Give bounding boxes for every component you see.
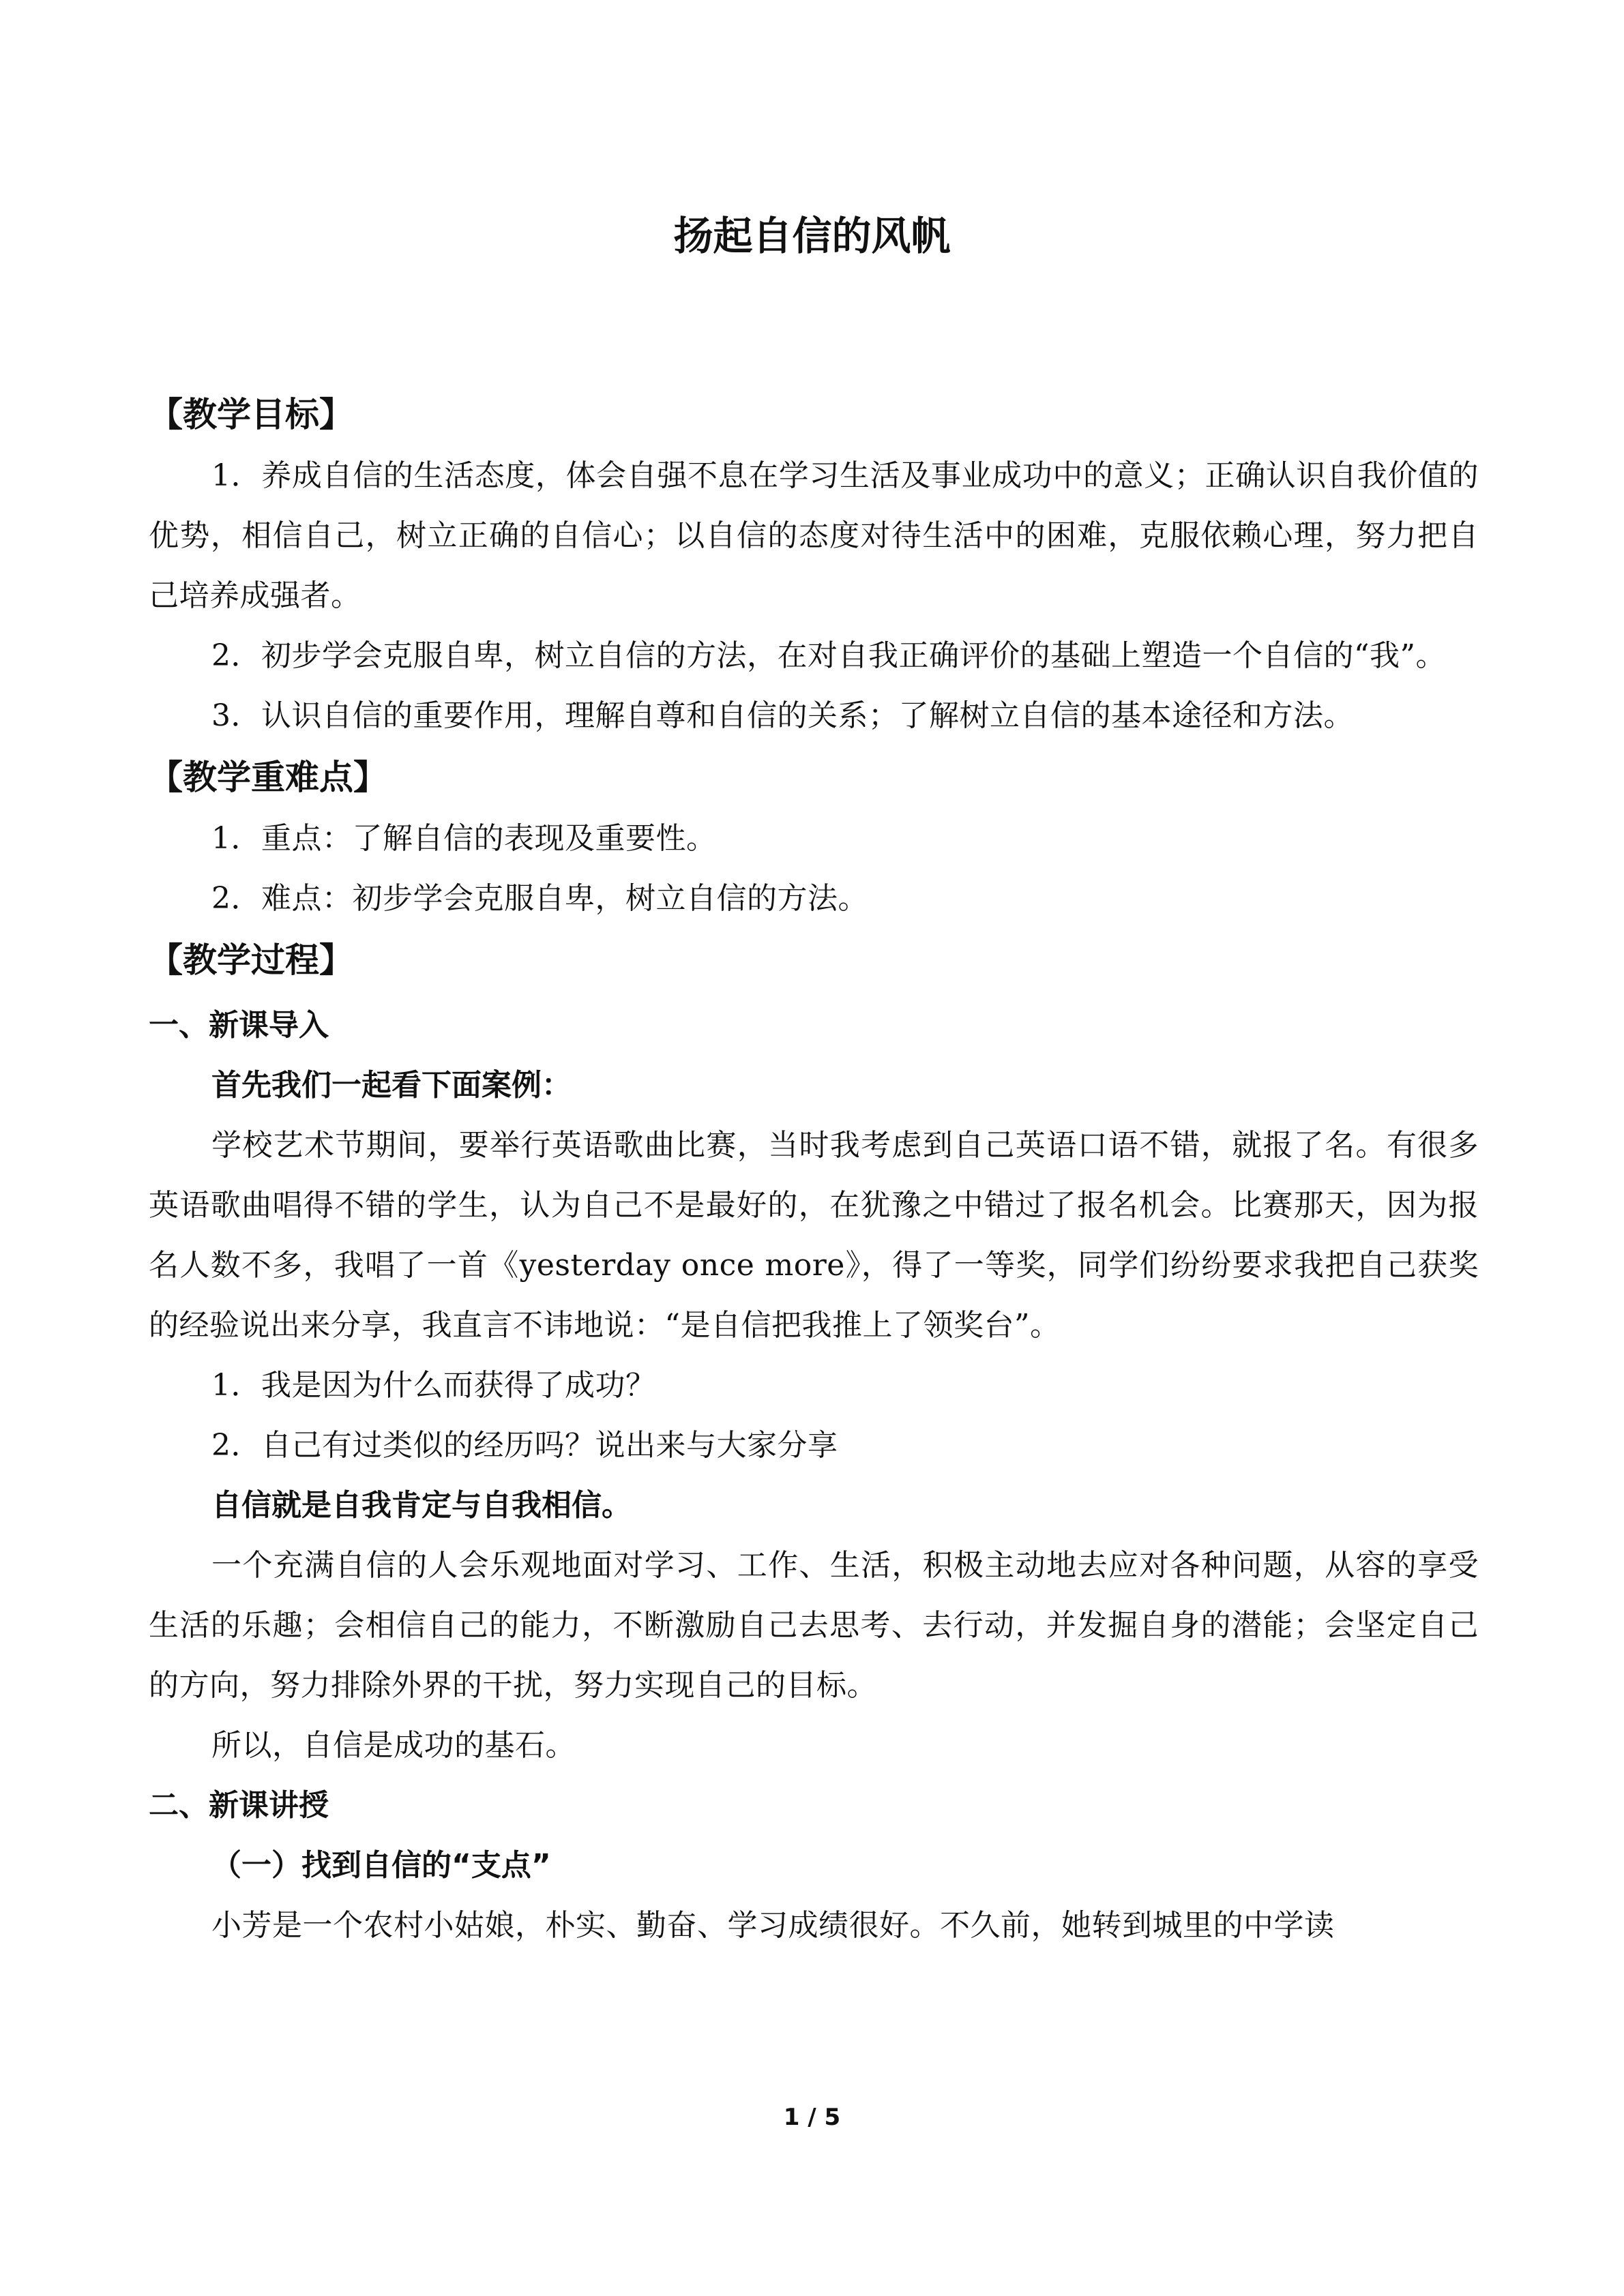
goal-item-3: 3．认识自信的重要作用，理解自尊和自信的关系；了解树立自信的基本途径和方法。 bbox=[211, 698, 1354, 733]
explanation: 一个充满自信的人会乐观地面对学习、工作、生活，积极主动地去应对各种问题，从容的享受生活的乐趣；会相信自己的能力，不断激励自己去思考、去行动，并发掘自身的潜能；会坚定自己的方向，努力排除外界的干扰，努力实现自己的目标。 bbox=[149, 1548, 1479, 1703]
goal-item-2: 2．初步学会克服自卑，树立自信的方法，在对自我正确评价的基础上塑造一个自信的“我”。 bbox=[211, 638, 1446, 673]
keypoints-heading: 【教学重难点】 bbox=[149, 758, 387, 797]
document-title: 扬起自信的风帆 bbox=[673, 213, 951, 259]
goals-heading: 【教学目标】 bbox=[149, 395, 353, 434]
document-body bbox=[149, 383, 1479, 1956]
question-2: 2．自己有过类似的经历吗？说出来与大家分享 bbox=[211, 1428, 838, 1463]
goal-item-1: 1．养成自信的生活态度，体会自强不息在学习生活及事业成功中的意义；正确认识自我价值的优势，相信自己，树立正确的自信心；以自信的态度对待生活中的困难，克服依赖心理，努力把自己培养成强者。 bbox=[149, 458, 1479, 613]
page-number: 1 / 5 bbox=[783, 2104, 841, 2131]
story-text: 小芳是一个农村小姑娘，朴实、勤奋、学习成绩很好。不久前，她转到城里的中学读 bbox=[211, 1908, 1335, 1943]
case-lead: 首先我们一起看下面案例： bbox=[211, 1068, 572, 1103]
part2-sub-heading: （一）找到自信的“支点” bbox=[211, 1848, 551, 1883]
definition: 自信就是自我肯定与自我相信。 bbox=[211, 1488, 632, 1523]
keypoint-item-1: 1．重点：了解自信的表现及重要性。 bbox=[211, 821, 717, 856]
process-heading: 【教学过程】 bbox=[149, 940, 353, 980]
part1-heading: 一、新课导入 bbox=[149, 1008, 329, 1043]
conclusion: 所以，自信是成功的基石。 bbox=[211, 1728, 576, 1763]
question-1: 1．我是因为什么而获得了成功？ bbox=[211, 1368, 656, 1403]
part2-heading: 二、新课讲授 bbox=[149, 1788, 329, 1823]
case-text: 学校艺术节期间，要举行英语歌曲比赛，当时我考虑到自己英语口语不错，就报了名。有很多英语歌曲唱得不错的学生，认为自己不是最好的，在犹豫之中错过了报名机会。比赛那天，因为报名人数不多，我唱了一首《yesterday once more》，得了一等奖，同学们纷纷要求我把自己获奖的经验说出来分享，我直言不讳地说：“是自信把我推上了领奖台”。 bbox=[149, 1128, 1479, 1343]
keypoint-item-2: 2．难点：初步学会克服自卑，树立自信的方法。 bbox=[211, 881, 868, 916]
